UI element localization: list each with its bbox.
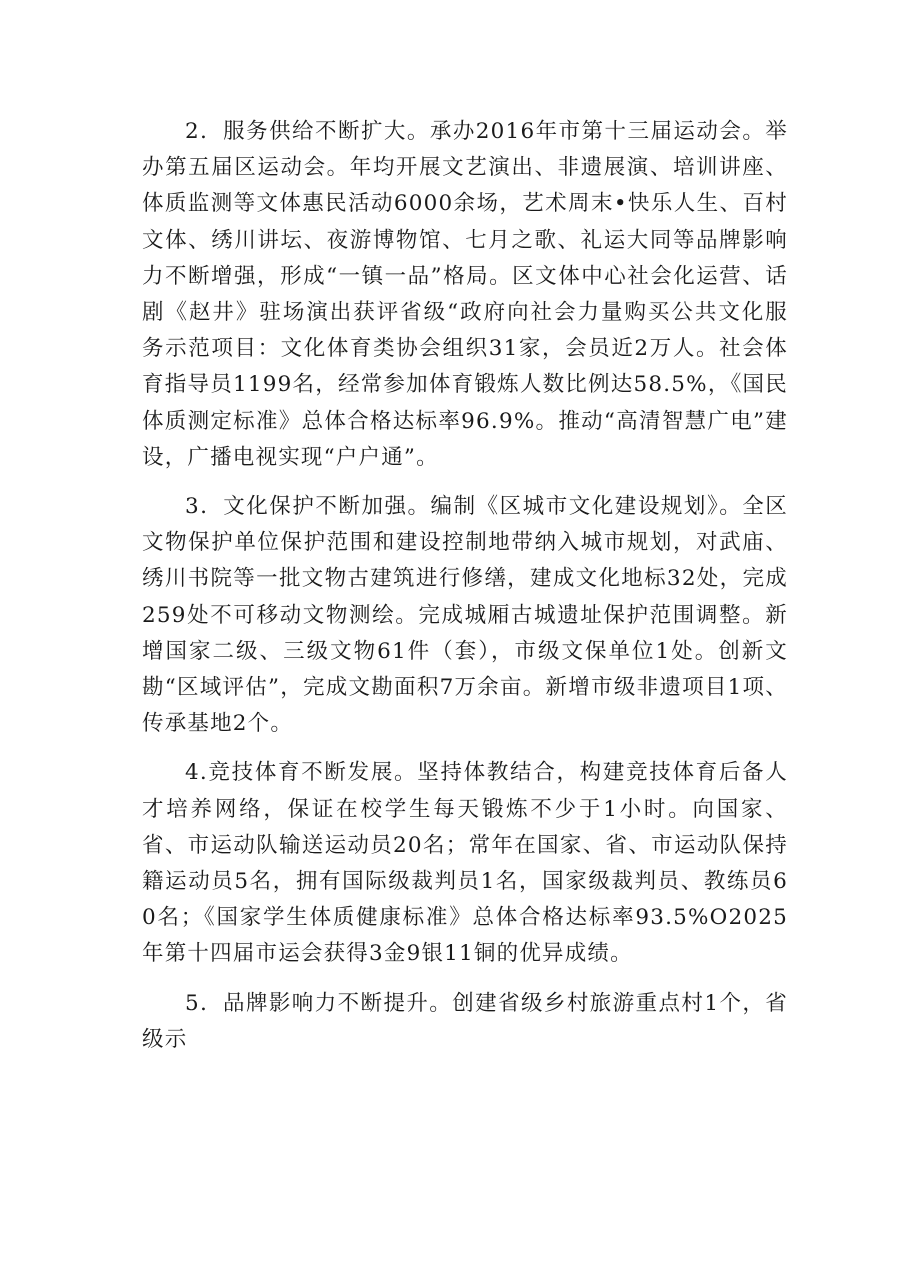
paragraph-brand-influence: 5．品牌影响力不断提升。创建省级乡村旅游重点村1个，省级示 bbox=[142, 990, 788, 1052]
paragraph-competitive-sports: 4.竞技体育不断发展。坚持体教结合，构建竞技体育后备人才培养网络，保证在校学生每天锻炼不少于1小时。向国家、省、市运动队输送运动员20名；常年在国家、省、市运动队保持籍运动员5名，拥有国际级裁判员1名，国家级裁判员、教练员60名；《国家学生体质健康标准》总体合格达标率93.5%O2025年第十四届市运会获得3金9银11铜的优异成绩。 bbox=[142, 760, 788, 967]
document-body bbox=[142, 114, 788, 1071]
paragraph-cultural-protection: 3．文化保护不断加强。编制《区城市文化建设规划》。全区文物保护单位保护范围和建设控制地带纳入城市规划，对武庙、绣川书院等一批文物古建筑进行修缮，建成文化地标32处，完成259处不可移动文物测绘。完成城厢古城遗址保护范围调整。新增国家二级、三级文物61件（套），市级文保单位1处。创新文勘“区域评估”，完成文勘面积7万余亩。新增市级非遗项目1项、传承基地2个。 bbox=[142, 494, 788, 737]
paragraph-service-supply: 2．服务供给不断扩大。承办2016年市第十三届运动会。举办第五届区运动会。年均开展文艺演出、非遗展演、培训讲座、体质监测等文体惠民活动6000余场，艺术周末•快乐人生、百村文体、绣川讲坛、夜游博物馆、七月之歌、礼运大同等品牌影响力不断增强，形成“一镇一品”格局。区文体中心社会化运营、话剧《赵井》驻场演出获评省级“政府向社会力量购买公共文化服务示范项目：文化体育类协会组织31家，会员近2万人。社会体育指导员1199名，经常参加体育锻炼人数比例达58.5%，《国民体质测定标准》总体合格达标率96.9%。推动“高清智慧广电”建设，广播电视实现“户户通”。 bbox=[142, 119, 788, 470]
